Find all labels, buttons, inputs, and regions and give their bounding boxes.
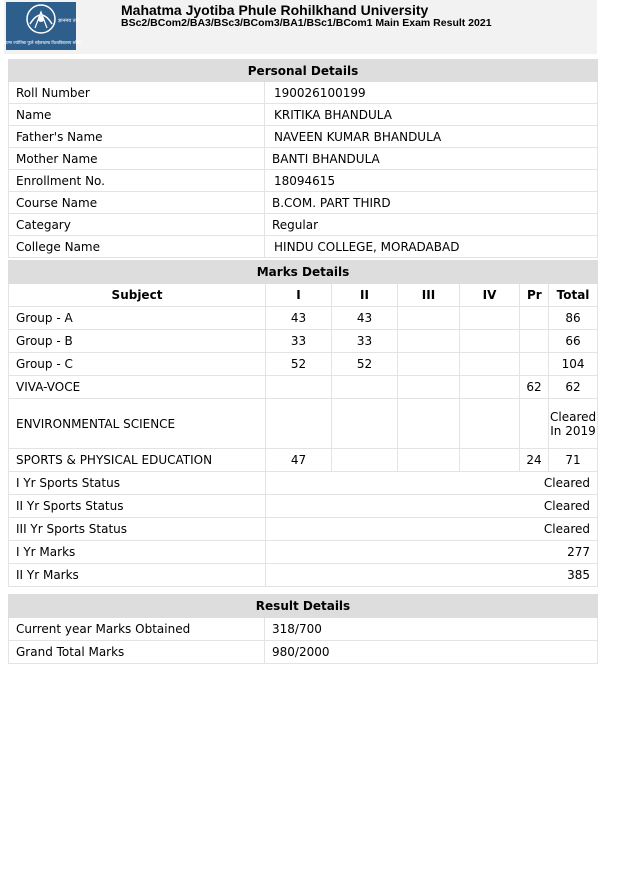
status-label: II Yr Marks: [9, 564, 266, 587]
table-row: [9, 376, 598, 399]
status-label: II Yr Sports Status: [9, 495, 266, 518]
grand-total-marks-value: 980/2000: [265, 641, 598, 664]
mark-cell-pr: [520, 353, 549, 376]
mark-cell-total: Cleared In 2019: [549, 399, 598, 449]
table-row: [9, 330, 598, 353]
roll-number-value: 190026100199: [265, 82, 598, 104]
table-row: [9, 641, 598, 664]
table-row: [9, 353, 598, 376]
mark-cell-ii: 52: [332, 353, 398, 376]
college-value: HINDU COLLEGE, MORADABAD: [265, 236, 598, 258]
marks-details-table: [8, 260, 598, 587]
row-label: Roll Number: [9, 82, 265, 104]
col-header-total: Total: [549, 284, 598, 307]
university-name: Mahatma Jyotiba Phule Rohilkhand University: [121, 2, 429, 18]
mark-cell-total: 62: [549, 376, 598, 399]
mark-cell-iv: [460, 330, 520, 353]
marks-details-heading: Marks Details: [9, 261, 598, 284]
mark-cell-iii: [398, 330, 460, 353]
mark-cell-ii: 43: [332, 307, 398, 330]
enrollment-value: 18094615: [265, 170, 598, 192]
table-row: [9, 192, 598, 214]
mark-cell-pr: [520, 399, 549, 449]
mark-cell-i: 33: [266, 330, 332, 353]
row-label: Grand Total Marks: [9, 641, 265, 664]
row-label: Current year Marks Obtained: [9, 618, 265, 641]
mark-cell-iii: [398, 353, 460, 376]
mark-cell-ii: 33: [332, 330, 398, 353]
mark-cell-iv: [460, 353, 520, 376]
mark-cell-iv: [460, 449, 520, 472]
status-value: 385: [266, 564, 598, 587]
table-row: [9, 564, 598, 587]
mark-cell-ii: [332, 399, 398, 449]
table-row: [9, 399, 598, 449]
logo-text-2: महात्मा ज्योतिबा फुले रुहेलखण्ड विश्वविद्यालय बरेली: [1, 40, 81, 45]
name-value: KRITIKA BHANDULA: [265, 104, 598, 126]
mother-name-value: BANTI BHANDULA: [265, 148, 598, 170]
row-label: Categary: [9, 214, 265, 236]
row-label: Father's Name: [9, 126, 265, 148]
table-row: [9, 148, 598, 170]
status-label: III Yr Sports Status: [9, 518, 266, 541]
status-label: I Yr Sports Status: [9, 472, 266, 495]
mark-cell-iii: [398, 307, 460, 330]
table-row: [9, 307, 598, 330]
subject-cell: VIVA-VOCE: [9, 376, 266, 399]
mark-cell-i: [266, 376, 332, 399]
mark-cell-i: [266, 399, 332, 449]
col-header-ii: II: [332, 284, 398, 307]
subject-cell: Group - C: [9, 353, 266, 376]
university-logo: [1, 2, 81, 50]
mark-cell-ii: [332, 449, 398, 472]
mark-cell-pr: 62: [520, 376, 549, 399]
col-header-subject: Subject: [9, 284, 266, 307]
table-row: [9, 495, 598, 518]
mark-cell-iii: [398, 449, 460, 472]
table-row: [9, 104, 598, 126]
table-row: [9, 82, 598, 104]
status-value: 277: [266, 541, 598, 564]
result-details-table: [8, 594, 598, 664]
status-value: Cleared: [266, 518, 598, 541]
table-row: [9, 618, 598, 641]
table-row: [9, 170, 598, 192]
table-row: [9, 541, 598, 564]
mark-cell-total: 66: [549, 330, 598, 353]
mark-cell-iii: [398, 399, 460, 449]
subject-cell: SPORTS & PHYSICAL EDUCATION: [9, 449, 266, 472]
page-header: [1, 0, 597, 54]
status-label: I Yr Marks: [9, 541, 266, 564]
mark-cell-pr: [520, 307, 549, 330]
subject-cell: Group - A: [9, 307, 266, 330]
row-label: College Name: [9, 236, 265, 258]
personal-details-heading: Personal Details: [9, 60, 598, 82]
mark-cell-total: 86: [549, 307, 598, 330]
subject-cell: ENVIRONMENTAL SCIENCE: [9, 399, 266, 449]
father-name-value: NAVEEN KUMAR BHANDULA: [265, 126, 598, 148]
mark-cell-i: 47: [266, 449, 332, 472]
exam-title: BSc2/BCom2/BA3/BSc3/BCom3/BA1/BSc1/BCom1 Main Exam Result 2021: [121, 17, 492, 29]
mark-cell-iv: [460, 399, 520, 449]
logo-text-1: ज्ञानमय तपः: [58, 18, 80, 24]
mark-cell-total: 104: [549, 353, 598, 376]
mark-cell-i: 43: [266, 307, 332, 330]
table-row: [9, 518, 598, 541]
mark-cell-i: 52: [266, 353, 332, 376]
marks-header-row: [9, 284, 598, 307]
mark-cell-pr: 24: [520, 449, 549, 472]
result-details-heading: Result Details: [9, 595, 598, 618]
mark-cell-iv: [460, 307, 520, 330]
row-label: Mother Name: [9, 148, 265, 170]
table-row: [9, 214, 598, 236]
table-row: [9, 126, 598, 148]
table-row: [9, 236, 598, 258]
mark-cell-iii: [398, 376, 460, 399]
current-year-marks-value: 318/700: [265, 618, 598, 641]
course-value: B.COM. PART THIRD: [265, 192, 598, 214]
status-value: Cleared: [266, 495, 598, 518]
table-row: [9, 449, 598, 472]
table-row: [9, 472, 598, 495]
col-header-i: I: [266, 284, 332, 307]
col-header-iii: III: [398, 284, 460, 307]
status-value: Cleared: [266, 472, 598, 495]
col-header-iv: IV: [460, 284, 520, 307]
mark-cell-total: 71: [549, 449, 598, 472]
category-value: Regular: [265, 214, 598, 236]
mark-cell-ii: [332, 376, 398, 399]
row-label: Course Name: [9, 192, 265, 214]
personal-details-table: [8, 59, 598, 258]
mark-cell-iv: [460, 376, 520, 399]
mark-cell-pr: [520, 330, 549, 353]
row-label: Enrollment No.: [9, 170, 265, 192]
row-label: Name: [9, 104, 265, 126]
subject-cell: Group - B: [9, 330, 266, 353]
col-header-pr: Pr: [520, 284, 549, 307]
